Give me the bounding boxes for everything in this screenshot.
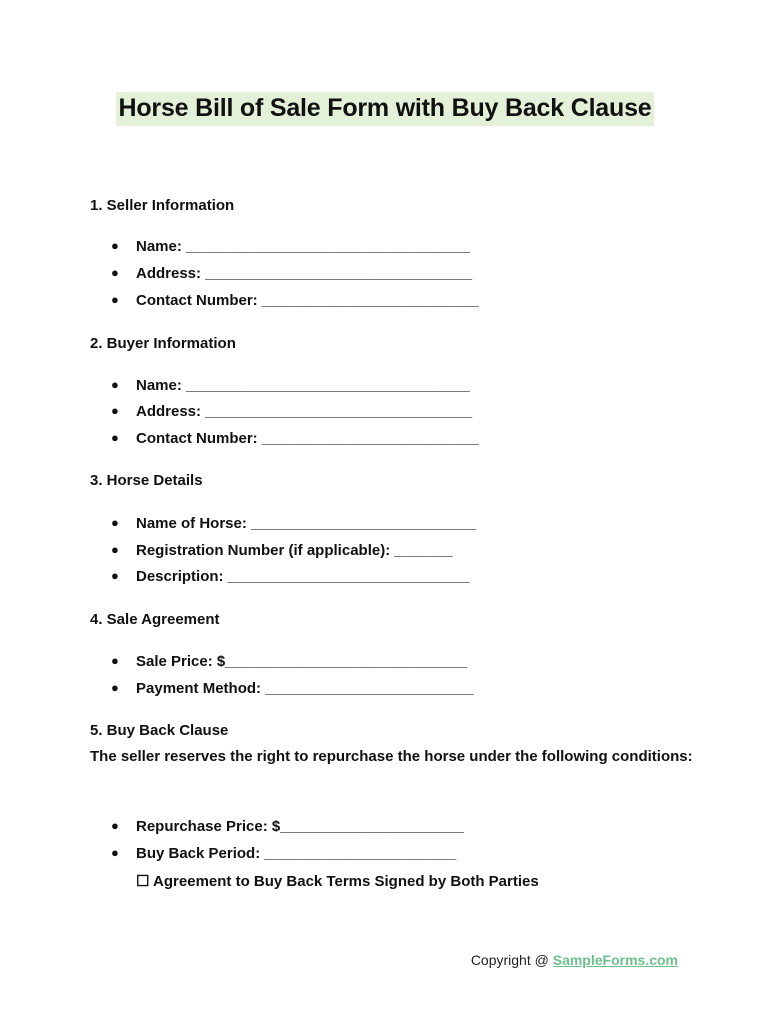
- bullet-icon: ●: [111, 845, 119, 860]
- page-title: Horse Bill of Sale Form with Buy Back Clause: [116, 92, 653, 126]
- buyer-contact-field[interactable]: [111, 430, 479, 447]
- section-heading-buyback: 5. Buy Back Clause: [90, 722, 229, 739]
- field-label: Contact Number: __________________________: [136, 292, 479, 309]
- section-heading-seller: 1. Seller Information: [90, 197, 235, 214]
- description-field[interactable]: [111, 568, 470, 585]
- field-label: Name: __________________________________: [136, 238, 470, 255]
- bullet-icon: ●: [111, 515, 119, 530]
- agreement-checkbox[interactable]: ☐ Agreement to Buy Back Terms Signed by Both Parties: [136, 873, 539, 890]
- copyright-text: Copyright @: [470, 952, 553, 968]
- buyer-name-field[interactable]: [111, 377, 470, 394]
- field-label: Buy Back Period: _______________________: [136, 845, 457, 862]
- title-container: [0, 92, 770, 126]
- section-heading-horse: 3. Horse Details: [90, 472, 203, 489]
- field-label: Address: ________________________________: [136, 265, 473, 282]
- field-label: Description: _____________________________: [136, 568, 470, 585]
- copyright-footer: [471, 952, 678, 968]
- buyer-address-field[interactable]: [111, 403, 473, 420]
- field-label: Contact Number: __________________________: [136, 430, 479, 447]
- bullet-icon: ●: [111, 292, 119, 307]
- field-label: Name of Horse: ___________________________: [136, 515, 477, 532]
- bullet-icon: ●: [111, 377, 119, 392]
- brand-link[interactable]: SampleForms.com: [552, 952, 678, 968]
- section-heading-buyer: 2. Buyer Information: [90, 335, 236, 352]
- bullet-icon: ●: [111, 430, 119, 445]
- buyback-paragraph: The seller reserves the right to repurchase the horse under the following conditions:: [90, 748, 693, 765]
- bullet-icon: ●: [111, 680, 119, 695]
- bullet-icon: ●: [111, 568, 119, 583]
- section-heading-sale: 4. Sale Agreement: [90, 611, 220, 628]
- payment-method-field[interactable]: [111, 680, 474, 697]
- field-label: Address: ________________________________: [136, 403, 473, 420]
- sale-price-field[interactable]: [111, 653, 468, 670]
- field-label: Repurchase Price: $______________________: [136, 818, 464, 835]
- seller-address-field[interactable]: [111, 265, 473, 282]
- field-label: Registration Number (if applicable): _______: [136, 542, 453, 559]
- seller-contact-field[interactable]: [111, 292, 479, 309]
- bullet-icon: ●: [111, 403, 119, 418]
- repurchase-price-field[interactable]: [111, 818, 464, 835]
- bullet-icon: ●: [111, 238, 119, 253]
- bullet-icon: ●: [111, 653, 119, 668]
- buyback-period-field[interactable]: [111, 845, 457, 862]
- field-label: Payment Method: _________________________: [136, 680, 474, 697]
- registration-number-field[interactable]: [111, 542, 453, 559]
- bullet-icon: ●: [111, 265, 119, 280]
- field-label: Name: __________________________________: [136, 377, 470, 394]
- horse-name-field[interactable]: [111, 515, 477, 532]
- bullet-icon: ●: [111, 818, 119, 833]
- field-label: Sale Price: $_____________________________: [136, 653, 468, 670]
- seller-name-field[interactable]: [111, 238, 470, 255]
- bullet-icon: ●: [111, 542, 119, 557]
